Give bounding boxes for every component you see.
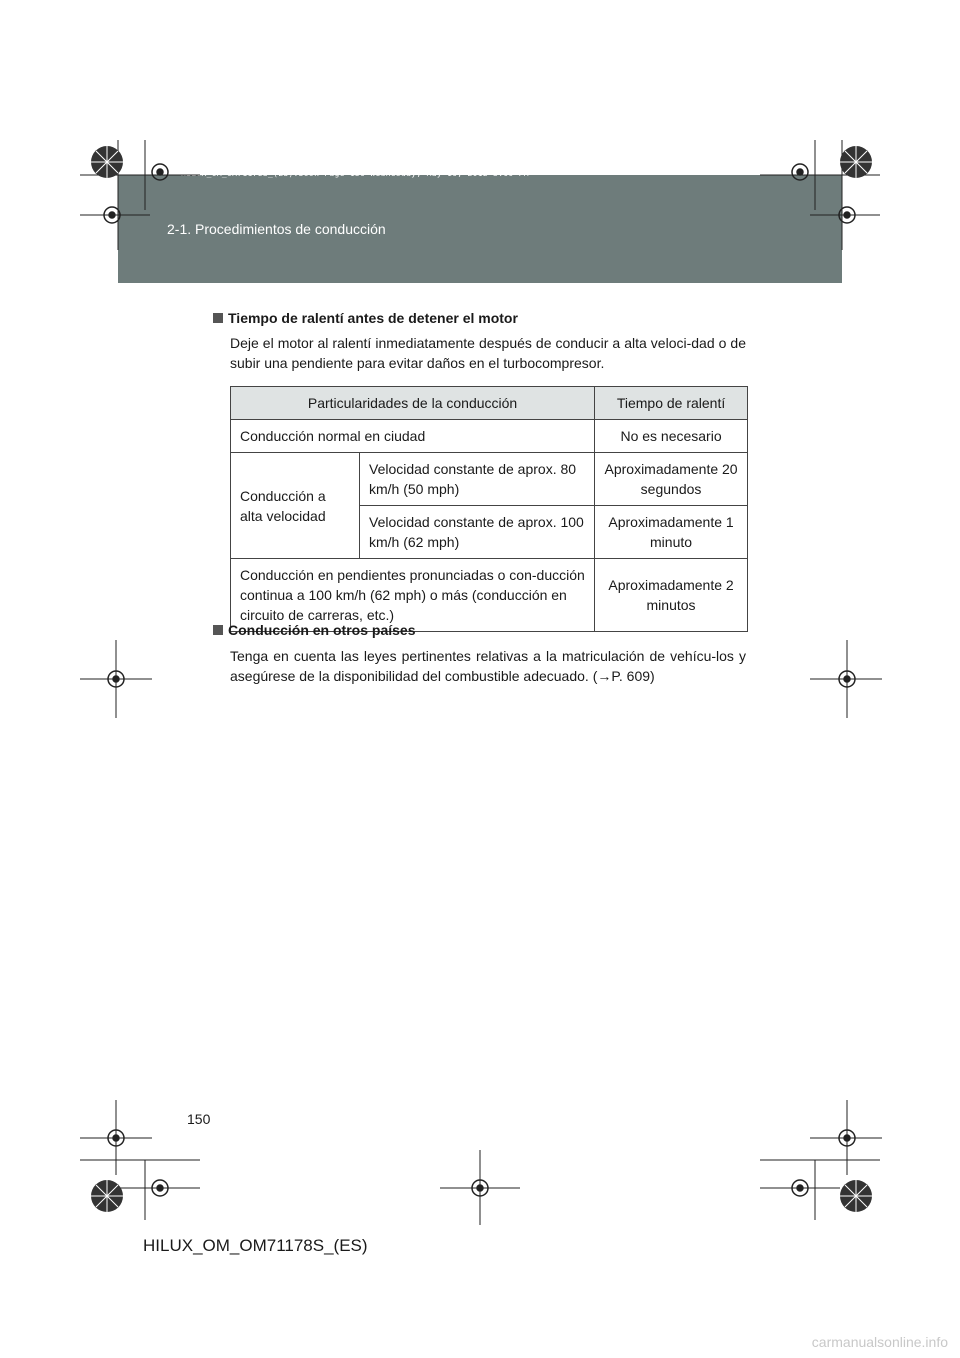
table-header-cell: Particularidades de la conducción (231, 387, 595, 420)
registration-target (844, 212, 850, 218)
idle-section-text: Deje el motor al ralentí inmediatamente después de conducir a alta veloci-dad o de subir una pendiente para evitar daños en el turbocompresor. (230, 335, 746, 371)
table-row (231, 453, 748, 506)
countries-section-text: Tenga en cuenta las leyes pertinentes relativas a la matriculación de vehícu-los y asegúrese de la disponibilidad del combustible adecuado. (→P. 609) (230, 648, 746, 684)
registration-target (797, 169, 803, 175)
registration-target (157, 169, 163, 175)
table-cell: Conducción a alta velocidad (231, 453, 360, 559)
table-row (231, 559, 748, 632)
registration-target (109, 212, 115, 218)
idle-heading-text: Tiempo de ralentí antes de detener el motor (228, 310, 518, 326)
registration-target (113, 676, 119, 682)
registration-target (797, 1185, 803, 1191)
watermark: carmanualsonline.info (811, 1334, 948, 1350)
table-header-cell: Tiempo de ralentí (595, 387, 748, 420)
table-cell: No es necesario (595, 420, 748, 453)
idle-time-table (230, 386, 748, 632)
countries-section-heading (213, 622, 415, 638)
table-cell: Aproximadamente 20 segundos (595, 453, 748, 506)
table-cell: Velocidad constante de aprox. 100 km/h (62 mph) (360, 506, 595, 559)
idle-section-heading (213, 310, 518, 326)
table-cell: Velocidad constante de aprox. 80 km/h (50 mph) (360, 453, 595, 506)
page-number: 150 (187, 1111, 211, 1127)
table-cell: Conducción normal en ciudad (231, 420, 595, 453)
table-row (231, 420, 748, 453)
registration-target (844, 1135, 850, 1141)
table-cell: Conducción en pendientes pronunciadas o con-ducción continua a 100 km/h (62 mph) o más (conducción en circuito de carreras, etc.) (231, 559, 595, 632)
table-cell: Aproximadamente 2 minutos (595, 559, 748, 632)
registration-target (477, 1185, 483, 1191)
registration-target (157, 1185, 163, 1191)
square-bullet-icon (213, 313, 223, 323)
footer-code: HILUX_OM_OM71178S_(ES) (143, 1236, 368, 1255)
book-stamp: HILUX_OM_OM71178S_(ES).book Page 150 Wednesday, May 16, 2012 3:09 PM (181, 169, 529, 178)
table-header-row (231, 387, 748, 420)
registration-target (844, 676, 850, 682)
square-bullet-icon (213, 625, 223, 635)
countries-heading-text: Conducción en otros países (228, 622, 416, 638)
registration-target (113, 1135, 119, 1141)
table-cell: Aproximadamente 1 minuto (595, 506, 748, 559)
section-title: 2-1. Procedimientos de conducción (167, 221, 386, 237)
